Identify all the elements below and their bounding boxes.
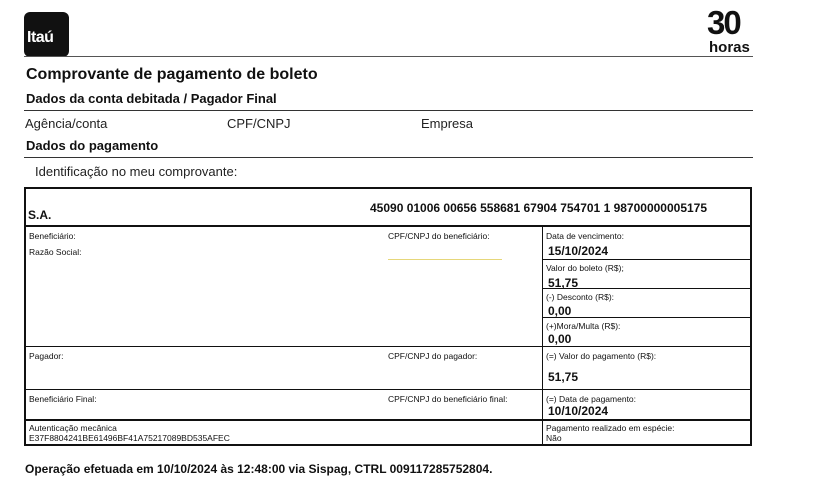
beneficiario-label: Beneficiário: [29,231,76,241]
payee-name: S.A. [28,208,52,222]
row-divider [26,225,750,227]
agency-account-label: Agência/conta [25,116,108,131]
30-horas-badge-number: 30 [707,4,740,41]
account-section-heading: Dados da conta debitada / Pagador Final [26,91,277,106]
company-label: Empresa [421,116,474,131]
pagador-label: Pagador: [29,351,64,361]
vencimento-value: 15/10/2024 [548,244,609,258]
valor-pagamento-value: 51,75 [548,370,579,384]
autenticacao-label: Autenticação mecânica [29,423,117,433]
cpf-cnpj-label: CPF/CNPJ [227,116,291,131]
cpf-pagador-label: CPF/CNPJ do pagador: [388,351,478,361]
right-cell-divider [543,259,750,260]
document-title: Comprovante de pagamento de boleto [26,66,318,83]
header-divider [24,56,753,57]
right-cell-divider [543,288,750,289]
especie-value: Não [546,433,562,443]
identification-label: Identificação no meu comprovante: [35,164,238,179]
vencimento-label: Data de vencimento: [546,231,624,241]
row-divider [26,346,750,347]
right-cell-divider [543,317,750,318]
itau-logo-text: Itaú [27,29,54,46]
barcode-digitable-line: 45090 01006 00656 558681 67904 754701 1 98700000005175 [370,201,708,215]
desconto-value: 0,00 [548,304,572,318]
mora-multa-value: 0,00 [548,332,572,346]
payment-section-heading: Dados do pagamento [26,138,159,153]
row-divider [26,389,750,390]
account-section-divider [24,110,753,111]
beneficiario-final-label: Beneficiário Final: [29,394,97,404]
valor-pagamento-label: (=) Valor do pagamento (R$): [546,351,657,361]
30-horas-badge-word: horas [709,39,750,56]
desconto-label: (-) Desconto (R$): [546,292,615,302]
itau-logo [24,12,69,57]
cpf-beneficiario-final-label: CPF/CNPJ do beneficiário final: [388,394,508,404]
valor-boleto-label: Valor do boleto (R$); [546,263,624,273]
operation-footer: Operação efetuada em 10/10/2024 às 12:48:00 via Sispag, CTRL 009117285752804. [25,462,493,476]
razao-social-label: Razão Social: [29,247,82,257]
valor-boleto-value: 51,75 [548,276,579,290]
row-divider [26,419,750,421]
data-pagamento-label: (=) Data de pagamento: [546,394,637,404]
mora-multa-label: (+)Mora/Multa (R$): [546,321,621,331]
data-pagamento-value: 10/10/2024 [548,404,609,418]
especie-label: Pagamento realizado em espécie: [546,423,675,433]
redacted-cpf-line [388,259,502,260]
payment-section-divider [24,157,753,158]
cpf-beneficiario-label: CPF/CNPJ do beneficiário: [388,231,490,241]
boleto-details-box [24,187,752,446]
autenticacao-value: E37F8804241BE61496BF41A75217089BD535AFEC [29,433,230,443]
